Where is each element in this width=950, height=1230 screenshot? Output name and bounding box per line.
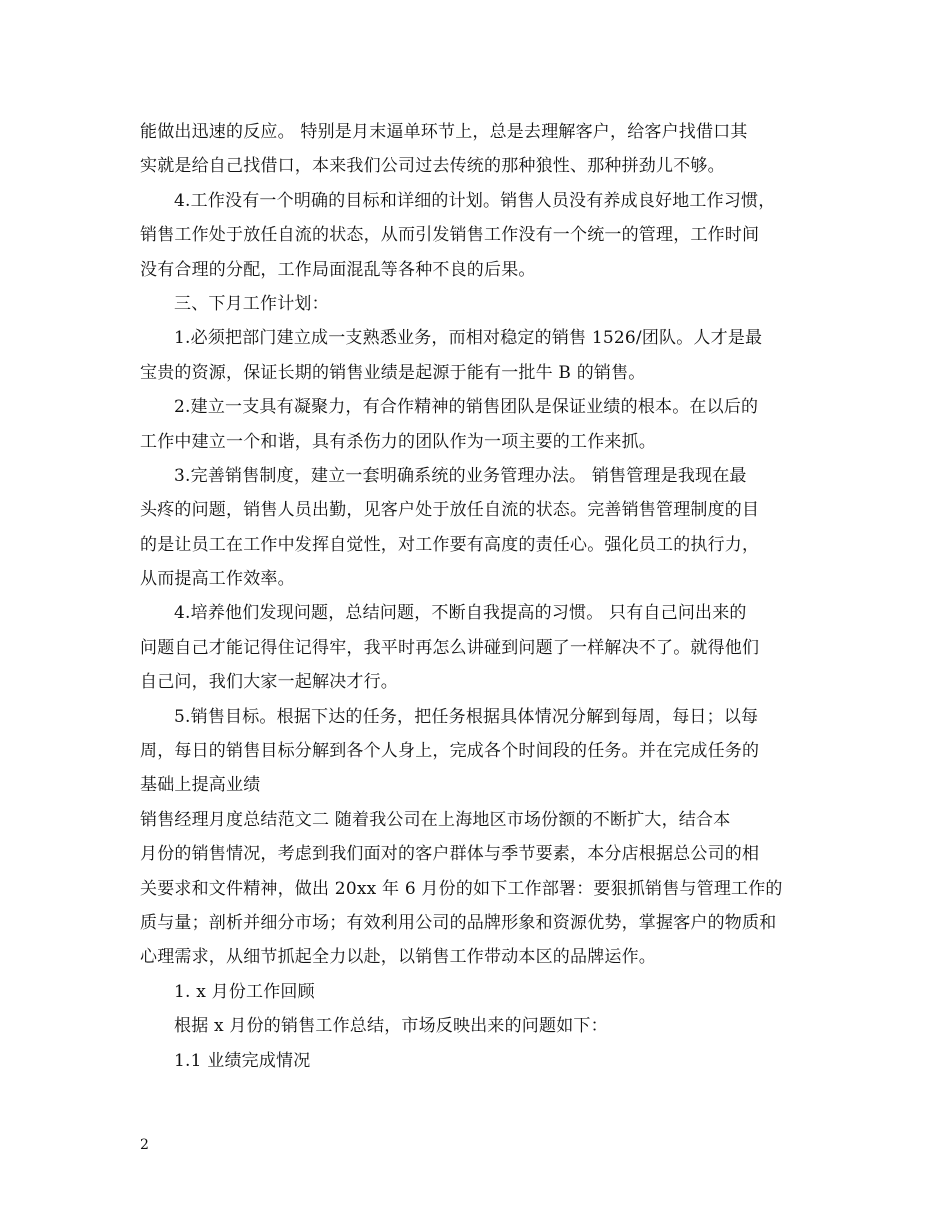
text-line: 的是让员工在工作中发挥自觉性，对工作要有高度的责任心。强化员工的执行力， [140, 534, 760, 555]
text-line: 3.完善销售制度，建立一套明确系统的业务管理办法。 销售管理是我现在最 [174, 465, 747, 486]
text-line: 周，每日的销售目标分解到各个人身上，完成各个时间段的任务。并在完成任务的 [140, 741, 760, 762]
text-line: 4.工作没有一个明确的目标和详细的计划。销售人员没有养成良好地工作习惯， [174, 190, 776, 211]
text-line: 销售工作处于放任自流的状态，从而引发销售工作没有一个统一的管理，工作时间 [140, 225, 760, 246]
text-line: 工作中建立一个和谐，具有杀伤力的团队作为一项主要的工作来抓。 [140, 431, 656, 452]
text-line: 宝贵的资源，保证长期的销售业绩是起源于能有一批牛 B 的销售。 [140, 362, 646, 383]
page-number: 2 [140, 1137, 149, 1153]
text-line: 问题自己才能记得住记得牢，我平时再怎么讲碰到问题了一样解决不了。就得他们 [140, 637, 760, 658]
section-heading: 三、下月工作计划： [174, 293, 329, 314]
section-heading: 1. x 月份工作回顾 [174, 981, 315, 1002]
text-line: 没有合理的分配，工作局面混乱等各种不良的后果。 [140, 259, 536, 280]
document-body [140, 115, 820, 1078]
text-line: 基础上提高业绩 [140, 775, 261, 796]
text-line: 质与量；剖析并细分市场；有效利用公司的品牌形象和资源优势，掌握客户的物质和 [140, 912, 777, 933]
text-line: 销售经理月度总结范文二 随着我公司在上海地区市场份额的不断扩大，结合本 [140, 809, 731, 830]
text-line: 头疼的问题，销售人员出勤，见客户处于放任自流的状态。完善销售管理制度的目 [140, 500, 760, 521]
text-line: 实就是给自己找借口，本来我们公司过去传统的那种狼性、那种拼劲儿不够。 [140, 156, 725, 177]
text-line: 月份的销售情况，考虑到我们面对的客户群体与季节要素，本分店根据总公司的相 [140, 844, 760, 865]
text-line: 5.销售目标。根据下达的任务，把任务根据具体情况分解到每周，每日；以每 [174, 706, 759, 727]
text-line: 4.培养他们发现问题，总结问题，不断自我提高的习惯。 只有自己问出来的 [174, 603, 747, 624]
text-line: 关要求和文件精神，做出 20xx 年 6 月份的如下工作部署：要狠抓销售与管理工作的 [140, 878, 783, 899]
text-line: 从而提高工作效率。 [140, 569, 295, 590]
text-line: 2.建立一支具有凝聚力，有合作精神的销售团队是保证业绩的根本。在以后的 [174, 397, 759, 418]
text-line: 1.必须把部门建立成一支熟悉业务，而相对稳定的销售 1526/团队。人才是最 [174, 328, 763, 349]
text-line: 根据 x 月份的销售工作总结，市场反映出来的问题如下： [174, 1016, 608, 1037]
text-line: 心理需求，从细节抓起全力以赴，以销售工作带动本区的品牌运作。 [140, 947, 656, 968]
text-line: 能做出迅速的反应。 特别是月末逼单环节上，总是去理解客户，给客户找借口其 [140, 122, 748, 142]
subsection-heading: 1.1 业绩完成情况 [174, 1050, 311, 1071]
text-line: 自己问，我们大家一起解决才行。 [140, 672, 398, 693]
